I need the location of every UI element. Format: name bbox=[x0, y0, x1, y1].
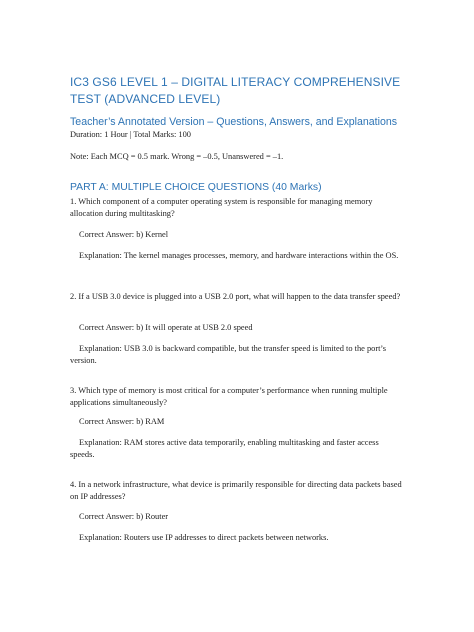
explanation: Explanation: USB 3.0 is backward compatible, but the transfer speed is limited to the port’s version. bbox=[70, 344, 387, 366]
question-text: 1. Which component of a computer operating system is responsible for managing memory allocation during multitasking? bbox=[70, 197, 373, 219]
question-text: 4. In a network infrastructure, what device is primarily responsible for directing data packets based on IP addresses? bbox=[70, 480, 402, 502]
correct-answer: Correct Answer: b) Router bbox=[79, 512, 169, 521]
explanation: Explanation: RAM stores active data temporarily, enabling multitasking and faster access speeds. bbox=[70, 438, 379, 460]
question-text: 3. Which type of memory is most critical for a computer’s performance when running multiple applications simultaneously? bbox=[70, 386, 388, 408]
section-heading: PART A: MULTIPLE CHOICE QUESTIONS (40 Marks) bbox=[70, 182, 322, 193]
document-title: IC3 GS6 LEVEL 1 – DIGITAL LITERACY COMPREHENSIVE TEST (ADVANCED LEVEL) bbox=[70, 75, 401, 106]
question-text: 2. If a USB 3.0 device is plugged into a USB 2.0 port, what will happen to the data transfer speed? bbox=[70, 292, 401, 301]
correct-answer: Correct Answer: b) Kernel bbox=[79, 230, 169, 239]
explanation: Explanation: Routers use IP addresses to direct packets between networks. bbox=[79, 533, 329, 542]
explanation: Explanation: The kernel manages processes, memory, and hardware interactions within the OS. bbox=[79, 251, 399, 260]
scoring-note: Note: Each MCQ = 0.5 mark. Wrong = –0.5, Unanswered = –1. bbox=[70, 152, 284, 161]
document-subtitle: Teacher’s Annotated Version – Questions, Answers, and Explanations bbox=[70, 116, 398, 128]
correct-answer: Correct Answer: b) It will operate at USB 2.0 speed bbox=[79, 323, 253, 332]
correct-answer: Correct Answer: b) RAM bbox=[79, 417, 165, 426]
duration-line: Duration: 1 Hour | Total Marks: 100 bbox=[70, 130, 191, 139]
